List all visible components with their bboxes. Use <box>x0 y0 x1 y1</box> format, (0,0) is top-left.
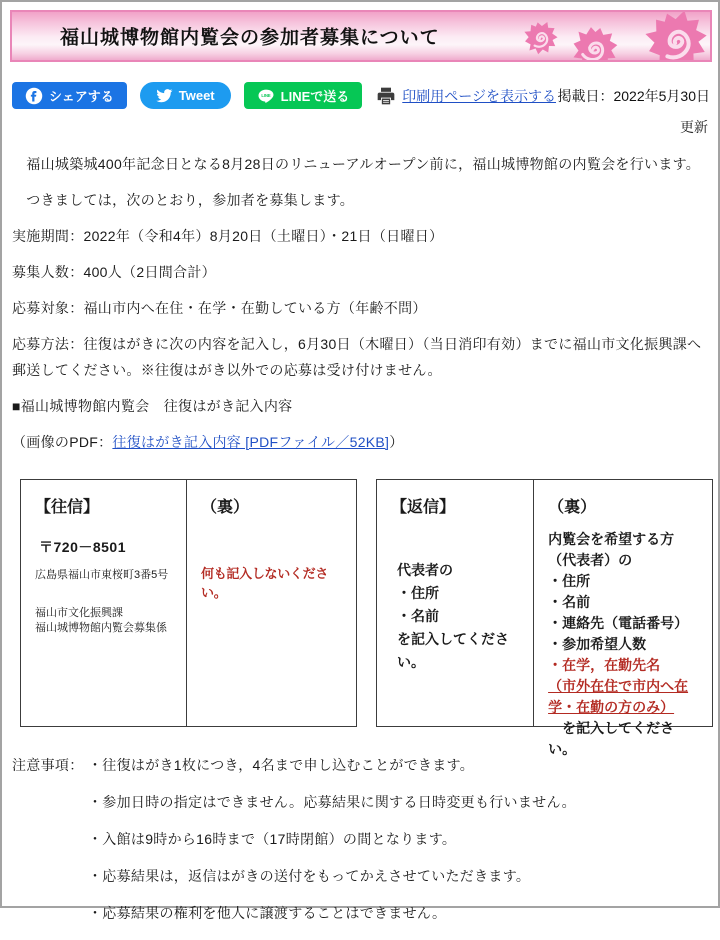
reply-postcard-box <box>376 479 713 757</box>
reply-back-item-red: ・在学，在勤先名 <box>548 657 661 673</box>
reply-front-line: ・名前 <box>397 608 439 624</box>
reply-back-final: を記入してください。 <box>548 720 675 757</box>
printer-icon <box>376 86 396 106</box>
note-item: ・入館は9時から16時まで（17時閉館）の間となります。 <box>88 831 457 847</box>
line-share-label: LINEで送る <box>280 89 350 104</box>
method-line: 応募方法：往復はがきに次の内容を記入し，6月30日（木曜日）（当日消印有効）までに福山市文化振興課へ郵送してください。※往復はがき以外での応募は受け付けません。 <box>12 336 702 378</box>
reply-back-panel <box>533 480 712 757</box>
reply-back-intro: （代表者）の <box>548 552 633 568</box>
department-line-1: 福山市文化振興課 <box>35 607 123 619</box>
section-heading: ■福山城博物館内覧会 往復はがき記入内容 <box>12 398 293 414</box>
pdf-prefix: （画像のPDF： <box>12 434 113 450</box>
notes-label: 注意事項： <box>12 757 84 773</box>
outgoing-front-panel <box>21 480 186 726</box>
postcard-diagrams <box>20 479 710 757</box>
outgoing-front-title: 【往信】 <box>35 499 100 516</box>
updated-label: 更新 <box>680 119 708 135</box>
reply-front-panel <box>377 480 533 726</box>
reply-back-red-underline: （市外在住で市内へ在 <box>548 678 689 694</box>
reply-back-intro: 内覧会を希望する方 <box>548 531 675 547</box>
reply-back-red-underline: 学・在勤の方のみ） <box>548 699 675 715</box>
rose-icon <box>637 10 712 62</box>
rose-icon <box>521 18 561 58</box>
postal-code: 〒720－8501 <box>39 539 127 555</box>
notes-list <box>88 755 708 940</box>
reply-front-line: 代表者の <box>397 562 453 578</box>
note-item: ・往復はがき1枚につき，4名まで申し込むことができます。 <box>88 757 475 773</box>
page-title-banner <box>10 10 712 62</box>
intro-paragraph-1: 福山城築城400年記念日となる8月28日のリニューアルオープン前に，福山城博物館の内覧会を行います。 <box>12 156 701 172</box>
intro-paragraph-2: つきましては，次のとおり，参加者を募集します。 <box>12 192 355 208</box>
reply-back-instructions <box>548 529 702 760</box>
facebook-share-label: シェアする <box>49 89 114 104</box>
reply-back-title: （裏） <box>548 499 597 516</box>
department-line-2: 福山城博物館内覧会募集係 <box>35 622 167 634</box>
period-line: 実施期間：2022年（令和4年）8月20日（土曜日）・21日（日曜日） <box>12 228 444 244</box>
article-body <box>12 151 708 455</box>
tweet-button[interactable] <box>140 82 231 109</box>
notes-section <box>12 755 708 940</box>
capacity-line: 募集人数：400人（2日間合計） <box>12 264 216 280</box>
print-group <box>376 86 556 106</box>
note-item: ・応募結果の権利を他人に譲渡することはできません。 <box>88 905 447 921</box>
note-item: ・参加日時の指定はできません。応募結果に関する日時変更も行いません。 <box>88 794 576 810</box>
tweet-label: Tweet <box>178 88 215 103</box>
reply-front-line: ・住所 <box>397 585 439 601</box>
share-toolbar <box>12 82 710 109</box>
facebook-icon <box>25 87 43 105</box>
svg-text:LINE: LINE <box>260 92 271 98</box>
print-page-link[interactable]: 印刷用ページを表示する <box>402 87 556 104</box>
department-lines <box>35 606 176 636</box>
reply-front-title: 【返信】 <box>391 499 456 516</box>
address-line: 広島県福山市東桜町3番5号 <box>35 569 169 581</box>
outgoing-postcard-box <box>20 479 357 727</box>
outgoing-back-panel <box>186 480 356 726</box>
outgoing-back-warning: 何も記入しないください。 <box>201 566 329 600</box>
line-icon <box>257 87 275 105</box>
reply-front-line: を記入してください。 <box>397 631 509 670</box>
eligibility-line: 応募対象：福山市内へ在住・在学・在勤している方（年齢不問） <box>12 300 427 316</box>
reply-back-item: ・名前 <box>548 594 591 610</box>
pdf-line <box>12 429 708 455</box>
reply-back-item: ・連絡先（電話番号） <box>548 615 689 631</box>
pdf-download-link[interactable]: 往復はがき記入内容 [PDFファイル／52KB] <box>112 434 390 450</box>
published-date: 掲載日：2022年5月30日 <box>557 87 710 104</box>
outgoing-back-title: （裏） <box>201 499 250 516</box>
rose-icon <box>567 21 623 62</box>
reply-back-item: ・参加希望人数 <box>548 636 647 652</box>
pdf-suffix: ） <box>389 434 404 450</box>
reply-front-instructions <box>397 559 523 674</box>
line-share-button[interactable] <box>244 82 363 109</box>
reply-back-item: ・住所 <box>548 573 591 589</box>
twitter-icon <box>156 87 173 104</box>
facebook-share-button[interactable] <box>12 82 127 109</box>
page-title: 福山城博物館内覧会の参加者募集について <box>60 27 440 49</box>
note-item: ・応募結果は，返信はがきの送付をもってかえさせていただきます。 <box>88 868 531 884</box>
